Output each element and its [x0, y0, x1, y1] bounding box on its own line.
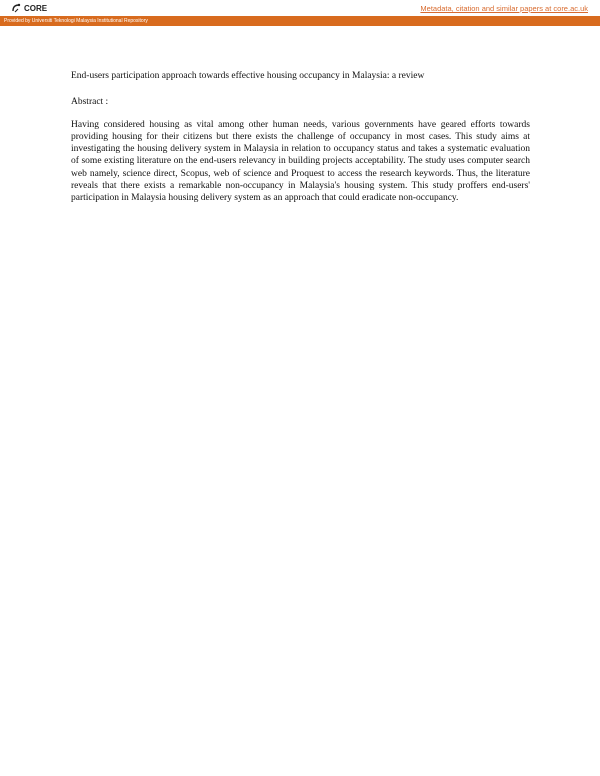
abstract-heading: Abstract :: [71, 97, 109, 107]
core-logo-text: CORE: [24, 3, 48, 13]
core-metadata-link[interactable]: Metadata, citation and similar papers at core.ac.uk: [420, 4, 588, 13]
core-logo[interactable]: [11, 3, 47, 13]
abstract-text: Having considered housing as vital among other human needs, various governments have geared efforts towards providing housing for their citizens but there exists the challenge of occupancy in most cases. This study aims at investigating the housing delivery system in Malaysia in relation to occupancy status and takes a systematic evaluation of some existing literature on the end-users relevancy in building projects acceptability. The study uses computer search web namely, science direct, Scopus, web of science and Proquest to access the research keywords. Thus, the literature reveals that there exists a remarkable non-occupancy in Malaysia's housing system. This study proffers end-users' participation in Malaysia housing delivery system as an approach that could eradicate non-occupancy.: [71, 120, 530, 203]
core-logo-icon: [11, 3, 21, 13]
repository-banner: [0, 16, 600, 26]
core-header: [0, 0, 600, 16]
document-title: End-users participation approach towards effective housing occupancy in Malaysia: a review: [71, 71, 425, 81]
provider-text: Provided by Universiti Teknologi Malaysia Institutional Repository: [4, 17, 148, 24]
